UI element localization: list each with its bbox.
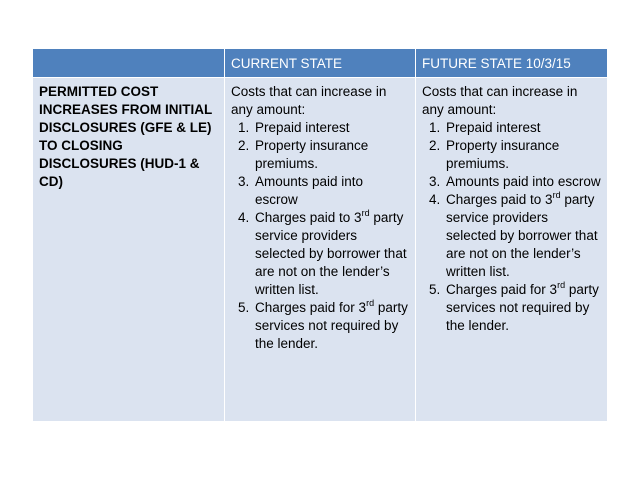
header-cell-blank	[33, 49, 225, 78]
list-item	[253, 137, 409, 173]
list-item	[444, 137, 601, 173]
cell-intro: Costs that can increase in any amount:	[231, 84, 387, 117]
cell-intro: Costs that can increase in any amount:	[422, 84, 578, 117]
list-item-text: Property insurance premiums.	[255, 138, 369, 171]
comparison-table	[32, 48, 608, 422]
list-item	[253, 209, 409, 299]
ordinal-suffix: rd	[366, 298, 375, 308]
cost-list	[231, 119, 409, 353]
list-item	[253, 119, 409, 137]
list-item-text: Prepaid interest	[255, 120, 350, 135]
row-label-cell	[33, 78, 225, 422]
list-item	[253, 173, 409, 209]
row-label: PERMITTED COST INCREASES FROM INITIAL DISCLOSURES (GFE & LE) TO CLOSING DISCLOSURES (HUD-1 & CD)	[39, 84, 213, 189]
list-item-text: Prepaid interest	[446, 120, 541, 135]
list-item	[253, 299, 409, 353]
list-item-text: party service providers selected by borrower that are not on the lender’s written list.	[446, 192, 598, 279]
list-item-text: Property insurance premiums.	[446, 138, 560, 171]
header-future-state: FUTURE STATE 10/3/15	[416, 49, 608, 78]
list-item-text: Charges paid to 3	[446, 192, 553, 207]
list-item	[444, 173, 601, 191]
list-item-text: party service providers selected by borrower that are not on the lender’s written list.	[255, 210, 407, 297]
list-item-text: Amounts paid into escrow	[446, 174, 601, 189]
list-item-text: Amounts paid into escrow	[255, 174, 364, 207]
ordinal-suffix: rd	[552, 190, 561, 200]
list-item	[444, 119, 601, 137]
list-item-text: party services not required by the lender.	[446, 282, 599, 333]
future-state-cell	[416, 78, 608, 422]
cost-list	[422, 119, 601, 335]
list-item-text: party services not required by the lender.	[255, 300, 408, 351]
ordinal-suffix: rd	[557, 280, 566, 290]
list-item	[444, 191, 601, 281]
list-item-text: Charges paid for 3	[255, 300, 367, 315]
header-current-state: CURRENT STATE	[225, 49, 416, 78]
list-item	[444, 281, 601, 335]
table-header-row	[33, 49, 608, 78]
table-row	[33, 78, 608, 422]
list-item-text: Charges paid for 3	[446, 282, 558, 297]
ordinal-suffix: rd	[361, 208, 370, 218]
current-state-cell	[225, 78, 416, 422]
list-item-text: Charges paid to 3	[255, 210, 362, 225]
